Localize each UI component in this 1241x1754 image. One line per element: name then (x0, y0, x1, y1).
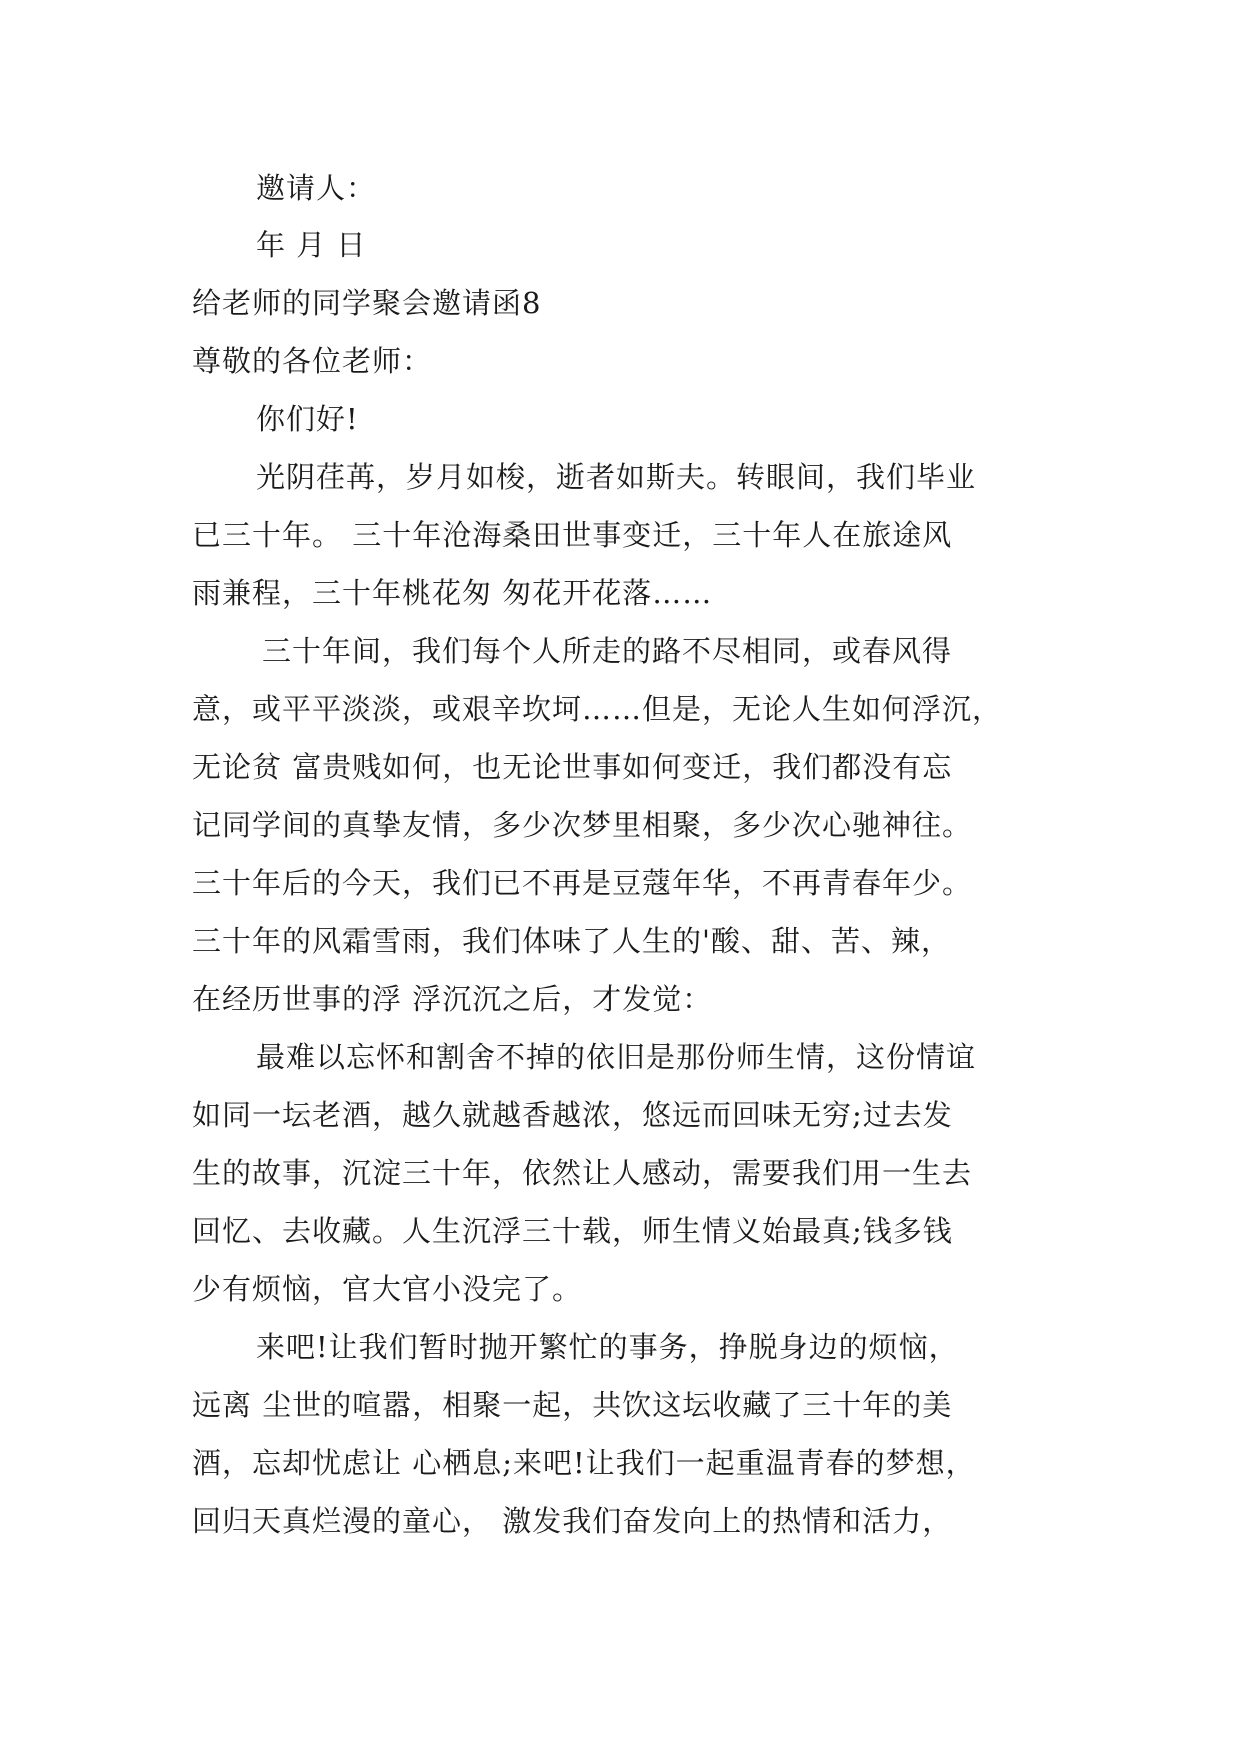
date-line: 年 月 日 (256, 228, 367, 262)
paragraph-2-line-6: 三十年的风霜雪雨，我们体味了人生的'酸、甜、苦、辣， (192, 924, 951, 958)
inviter-label: 邀请人： (256, 171, 377, 205)
section-title: 给老师的同学聚会邀请函8 (192, 286, 542, 320)
greeting: 你们好! (256, 402, 359, 436)
paragraph-4-line-3: 酒，忘却忧虑让 心栖息;来吧!让我们一起重温青春的梦想， (192, 1446, 976, 1480)
paragraph-4-line-4: 回归天真烂漫的童心， 激发我们奋发向上的热情和活力， (192, 1504, 953, 1538)
paragraph-3-line-3: 生的故事，沉淀三十年，依然让人感动，需要我们用一生去 (192, 1156, 973, 1190)
paragraph-2-line-5: 三十年后的今天，我们已不再是豆蔻年华，不再青春年少。 (192, 866, 973, 900)
paragraph-3-line-2: 如同一坛老酒，越久就越香越浓，悠远而回味无穷;过去发 (192, 1098, 953, 1132)
paragraph-3-line-1: 最难以忘怀和割舍不掉的依旧是那份师生情，这份情谊 (256, 1040, 977, 1074)
paragraph-1-line-3: 雨兼程，三十年桃花匆 匆花开花落…… (192, 576, 713, 610)
paragraph-1-line-2: 已三十年。 三十年沧海桑田世事变迁，三十年人在旅途风 (192, 518, 953, 552)
paragraph-2-line-1: 三十年间，我们每个人所走的路不尽相同，或春风得 (262, 634, 953, 668)
paragraph-4-line-1: 来吧!让我们暂时抛开繁忙的事务，挣脱身边的烦恼， (256, 1330, 959, 1364)
paragraph-2-line-3: 无论贫 富贵贱如何，也无论世事如何变迁，我们都没有忘 (192, 750, 953, 784)
paragraph-1-line-1: 光阴荏苒，岁月如梭，逝者如斯夫。转眼间，我们毕业 (256, 460, 977, 494)
paragraph-2-line-7: 在经历世事的浮 浮沉沉之后，才发觉： (192, 982, 713, 1016)
paragraph-2-line-4: 记同学间的真挚友情，多少次梦里相聚，多少次心驰神往。 (192, 808, 973, 842)
paragraph-4-line-2: 远离 尘世的喧嚣，相聚一起，共饮这坛收藏了三十年的美 (192, 1388, 953, 1422)
paragraph-2-line-2: 意，或平平淡淡，或艰辛坎坷……但是，无论人生如何浮沉， (192, 692, 1003, 726)
salutation: 尊敬的各位老师： (192, 344, 433, 378)
paragraph-3-line-5: 少有烦恼，官大官小没完了。 (192, 1272, 583, 1306)
paragraph-3-line-4: 回忆、去收藏。人生沉浮三十载，师生情义始最真;钱多钱 (192, 1214, 953, 1248)
